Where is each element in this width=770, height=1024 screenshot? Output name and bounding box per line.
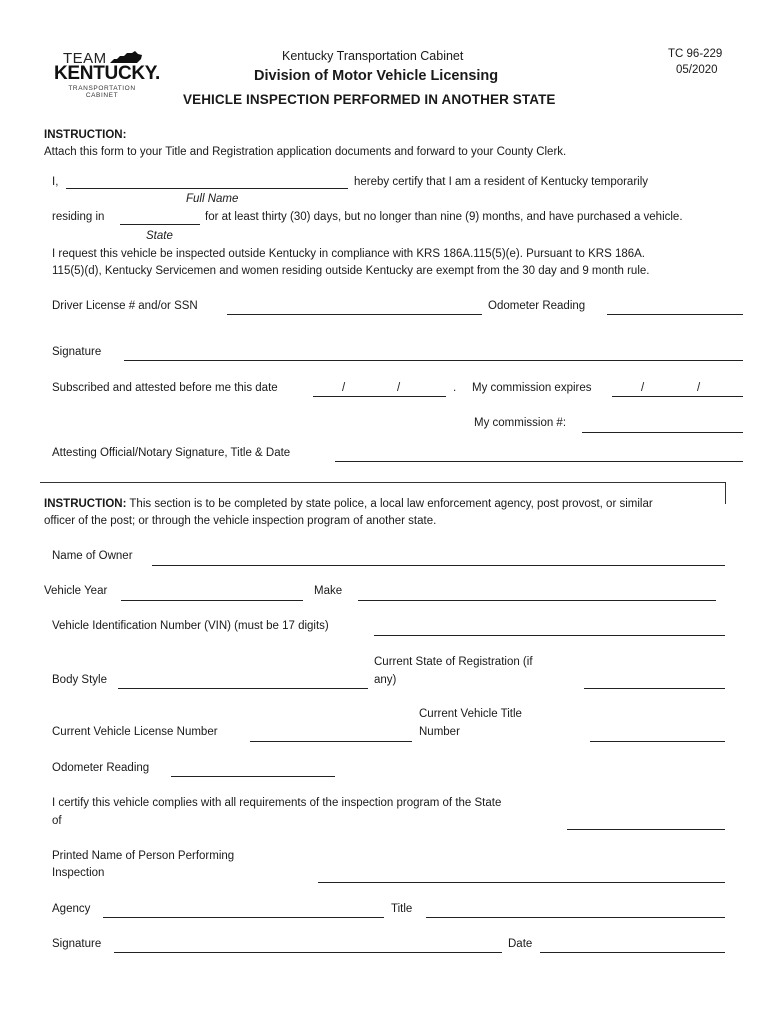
odometer-field-2[interactable]	[171, 776, 335, 777]
attesting-official-label: Attesting Official/Notary Signature, Title & Date	[52, 447, 291, 459]
instruction-text-2-line2: officer of the post; or through the vehicle inspection program of another state.	[44, 515, 437, 527]
full-name-field[interactable]	[66, 188, 348, 189]
title-number-field[interactable]	[590, 741, 725, 742]
current-state-field[interactable]	[584, 688, 725, 689]
odometer-field-1[interactable]	[607, 314, 743, 315]
cabinet-name: Kentucky Transportation Cabinet	[282, 49, 464, 63]
logo-team-text: TEAM	[63, 50, 107, 67]
commission-date-slash-1: /	[641, 382, 645, 394]
commission-expires-label: My commission expires	[472, 382, 592, 394]
request-text-line2: 115(5)(d), Kentucky Servicemen and women residing outside Kentucky are exempt from the 30 day and 9 month rule.	[52, 265, 650, 277]
printed-name-field[interactable]	[318, 882, 725, 883]
owner-name-field[interactable]	[152, 565, 725, 566]
division-name: Division of Motor Vehicle Licensing	[254, 68, 499, 84]
section-divider-edge	[725, 482, 726, 504]
driver-license-label: Driver License # and/or SSN	[52, 300, 198, 312]
certify-inspection-line1: I certify this vehicle complies with all requirements of the inspection program of the State	[52, 797, 502, 809]
instruction-block-2	[44, 498, 653, 510]
agency-field[interactable]	[103, 917, 384, 918]
residing-duration-text: for at least thirty (30) days, but no longer than nine (9) months, and have purchased a vehicle.	[205, 211, 683, 223]
attesting-official-field[interactable]	[335, 461, 743, 462]
driver-license-field[interactable]	[227, 314, 482, 315]
commission-number-field[interactable]	[582, 432, 743, 433]
current-state-label-line2: any)	[374, 674, 397, 686]
instruction-label-1: INSTRUCTION:	[44, 129, 127, 141]
subscribed-label: Subscribed and attested before me this date	[52, 382, 278, 394]
attest-date-slash-1: /	[342, 382, 346, 394]
section-divider	[40, 482, 726, 483]
title-label: Title	[391, 903, 413, 915]
request-text-line1: I request this vehicle be inspected outside Kentucky in compliance with KRS 186A.115(5)(e). Pursuant to KRS 186A.	[52, 248, 645, 260]
certify-inspection-line2: of	[52, 815, 62, 827]
signature-field-1[interactable]	[124, 360, 743, 361]
commission-expires-field[interactable]	[612, 396, 743, 397]
signature-label-2: Signature	[52, 938, 102, 950]
title-field[interactable]	[426, 917, 725, 918]
agency-label: Agency	[52, 903, 91, 915]
vin-label: Vehicle Identification Number (VIN) (must be 17 digits)	[52, 620, 329, 632]
logo-subtitle	[62, 85, 142, 99]
signature-field-2[interactable]	[114, 952, 502, 953]
state-field[interactable]	[120, 224, 200, 225]
vehicle-year-label: Vehicle Year	[44, 585, 108, 597]
instruction-text-2-line1: This section is to be completed by state police, a local law enforcement agency, post provost, or similar	[126, 498, 653, 510]
make-field[interactable]	[358, 600, 716, 601]
license-number-label: Current Vehicle License Number	[52, 726, 218, 738]
vin-field[interactable]	[374, 635, 725, 636]
commission-date-slash-2: /	[697, 382, 701, 394]
full-name-caption: Full Name	[186, 193, 239, 205]
form-number: TC 96-229	[668, 48, 723, 60]
date-label: Date	[508, 938, 533, 950]
printed-name-label-line1: Printed Name of Person Performing	[52, 850, 235, 862]
i-label: I,	[52, 176, 59, 188]
printed-name-label-line2: Inspection	[52, 867, 105, 879]
state-caption: State	[146, 230, 173, 242]
form-revision-date: 05/2020	[676, 64, 718, 76]
signature-label-1: Signature	[52, 346, 102, 358]
inspection-state-field[interactable]	[567, 829, 725, 830]
title-number-label-line2: Number	[419, 726, 460, 738]
instruction-label-2: INSTRUCTION:	[44, 498, 127, 510]
logo-subtitle-line1: TRANSPORTATION	[68, 85, 136, 92]
attest-date-field[interactable]	[313, 396, 446, 397]
make-label: Make	[314, 585, 343, 597]
attest-date-period: .	[453, 382, 457, 394]
instruction-text-1: Attach this form to your Title and Registration application documents and forward to your County Clerk.	[44, 146, 567, 158]
current-state-label-line1: Current State of Registration (if	[374, 656, 533, 668]
certify-resident-text: hereby certify that I am a resident of Kentucky temporarily	[354, 176, 649, 188]
odometer-label-1: Odometer Reading	[488, 300, 586, 312]
odometer-label-2: Odometer Reading	[52, 762, 150, 774]
vehicle-year-field[interactable]	[121, 600, 303, 601]
commission-number-label: My commission #:	[474, 417, 567, 429]
residing-label: residing in	[52, 211, 105, 223]
date-field[interactable]	[540, 952, 725, 953]
owner-name-label: Name of Owner	[52, 550, 133, 562]
logo-subtitle-line2: CABINET	[85, 92, 119, 99]
license-number-field[interactable]	[250, 741, 412, 742]
form-title: VEHICLE INSPECTION PERFORMED IN ANOTHER STATE	[183, 92, 556, 107]
attest-date-slash-2: /	[397, 382, 401, 394]
body-style-field[interactable]	[118, 688, 368, 689]
title-number-label-line1: Current Vehicle Title	[419, 708, 522, 720]
logo-kentucky-text: KENTUCKY.	[54, 63, 161, 84]
body-style-label: Body Style	[52, 674, 107, 686]
